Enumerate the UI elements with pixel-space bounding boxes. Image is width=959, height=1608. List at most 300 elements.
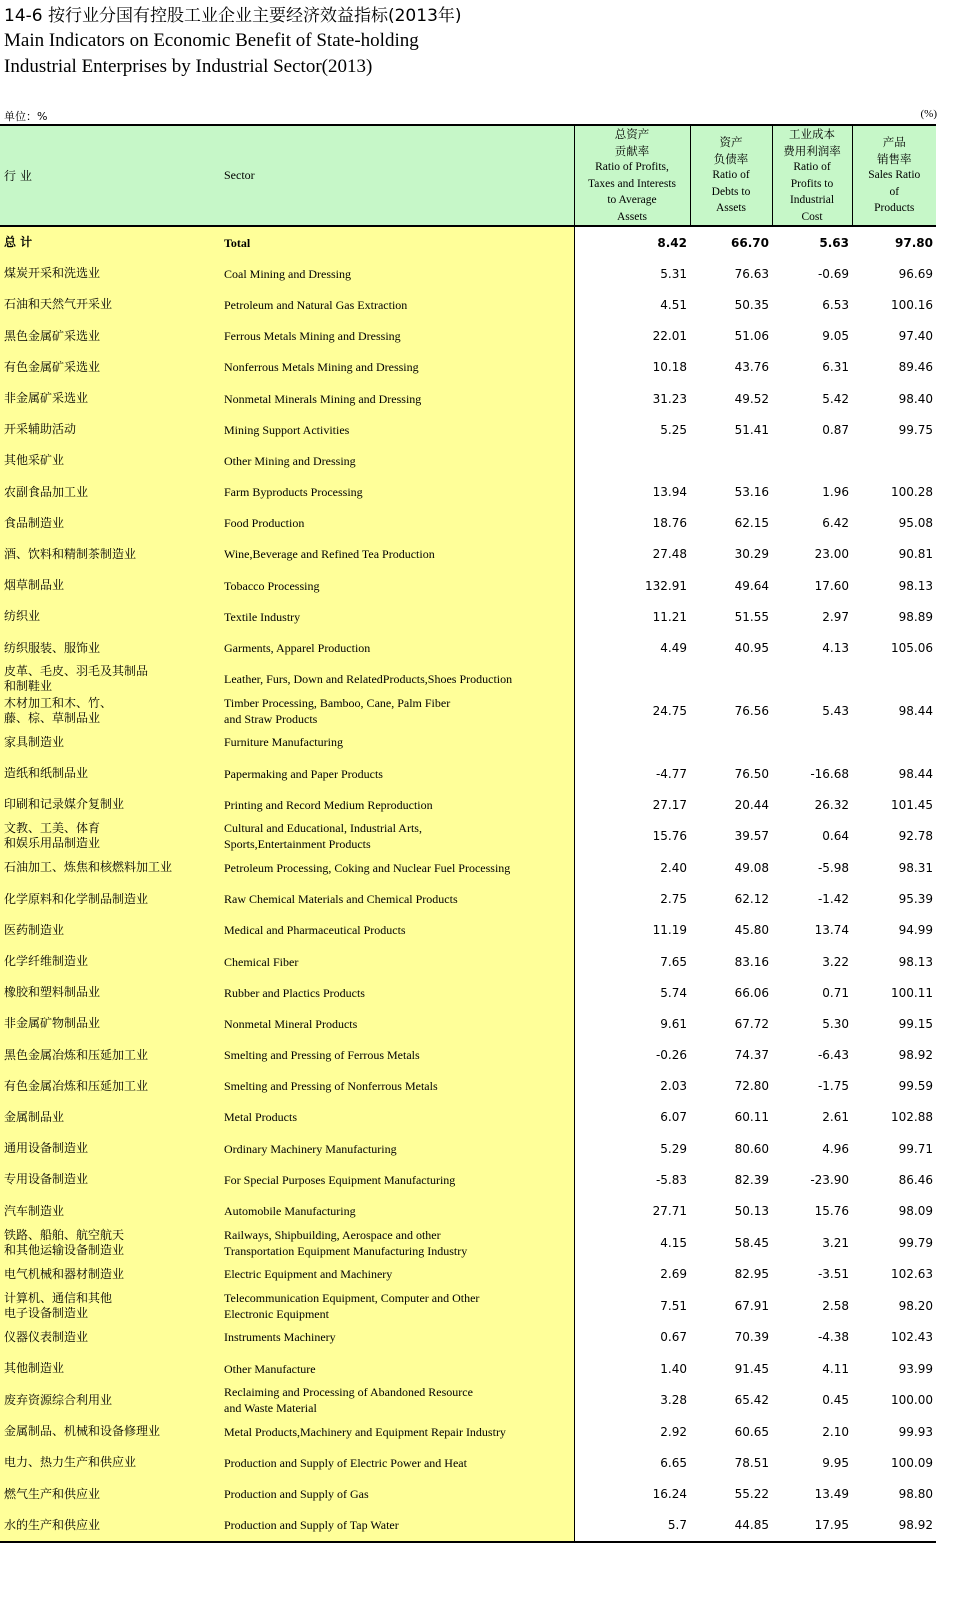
unit-row — [4, 108, 937, 122]
sales-ratio-cell: 99.79 — [898, 1235, 933, 1250]
debt-to-assets-cell: 82.39 — [734, 1172, 769, 1187]
debt-to-assets-cell: 51.06 — [734, 329, 769, 344]
sector-name-cn: 煤炭开采和洗选业 — [0, 258, 222, 289]
table-row — [0, 1040, 936, 1071]
debt-to-assets-cell: 91.45 — [734, 1361, 769, 1376]
sector-name-en: Ferrous Metals Mining and Dressing — [222, 321, 574, 352]
debt-to-assets-cell: 76.63 — [734, 266, 769, 281]
profit-to-cost-cell: 0.71 — [822, 985, 849, 1000]
ratio-profits-taxes-interests-cell: 5.25 — [660, 422, 687, 437]
sector-name-cn: 仪器仪表制造业 — [0, 1322, 222, 1353]
ratio-profits-taxes-interests-cell: 9.61 — [660, 1016, 687, 1031]
debt-to-assets-cell — [690, 445, 772, 476]
sector-name-en: Petroleum and Natural Gas Extraction — [222, 289, 574, 320]
sector-name-en: Railways, Shipbuilding, Aerospace and other Transportation Equipment Manufacturing Industry — [222, 1227, 574, 1259]
profit-to-cost-cell: -4.38 — [817, 1330, 849, 1345]
page-title-en-line1: Main Indicators on Economic Benefit of State-holding — [4, 30, 419, 51]
sector-name-cn: 金属制品业 — [0, 1102, 222, 1133]
table-row — [0, 789, 936, 820]
profit-to-cost-cell: -0.69 — [817, 266, 849, 281]
sector-name-en: Automobile Manufacturing — [222, 1195, 574, 1226]
table-row — [0, 414, 936, 445]
sales-ratio-cell: 89.46 — [898, 360, 933, 375]
debt-to-assets-cell: 49.64 — [734, 578, 769, 593]
sector-name-en: Ordinary Machinery Manufacturing — [222, 1133, 574, 1164]
table-row — [0, 1259, 936, 1290]
table-row — [0, 289, 936, 320]
ratio-profits-taxes-interests-cell: -0.26 — [655, 1048, 687, 1063]
sector-name-cn: 计算机、通信和其他 电子设备制造业 — [0, 1290, 222, 1322]
sector-name-en: Textile Industry — [222, 601, 574, 632]
debt-to-assets-cell: 78.51 — [734, 1455, 769, 1470]
ratio-profits-taxes-interests-cell: 7.65 — [660, 954, 687, 969]
sector-name-en: Production and Supply of Gas — [222, 1479, 574, 1510]
debt-to-assets-cell: 70.39 — [734, 1330, 769, 1345]
sector-name-en: Raw Chemical Materials and Chemical Products — [222, 884, 574, 915]
ratio-profits-taxes-interests-cell: 11.21 — [652, 609, 687, 624]
sales-ratio-cell: 98.40 — [898, 391, 933, 406]
sales-ratio-cell: 100.16 — [891, 297, 933, 312]
ratio-profits-taxes-interests-cell — [574, 727, 690, 758]
sector-name-en: Chemical Fiber — [222, 946, 574, 977]
table-row — [0, 852, 936, 883]
sector-name-en: Coal Mining and Dressing — [222, 258, 574, 289]
profit-to-cost-cell: 2.58 — [822, 1298, 849, 1313]
sector-name-en: Medical and Pharmaceutical Products — [222, 915, 574, 946]
profit-to-cost-cell: 3.22 — [822, 954, 849, 969]
debt-to-assets-cell: 30.29 — [734, 547, 769, 562]
sector-name-en: Wine,Beverage and Refined Tea Production — [222, 539, 574, 570]
sector-name-en: Leather, Furs, Down and RelatedProducts,Shoes Production — [222, 664, 574, 695]
sector-name-cn: 金属制品、机械和设备修理业 — [0, 1416, 222, 1447]
ratio-profits-taxes-interests-cell: 4.49 — [660, 641, 687, 656]
page-title-en-line2: Industrial Enterprises by Industrial Sector(2013) — [4, 56, 373, 77]
profit-to-cost-cell: -16.68 — [810, 766, 849, 781]
sector-name-en: Farm Byproducts Processing — [222, 477, 574, 508]
sector-name-cn: 食品制造业 — [0, 508, 222, 539]
table-row — [0, 632, 936, 663]
sector-name-cn: 木材加工和木、竹、 藤、棕、草制品业 — [0, 695, 222, 727]
table-row — [0, 1133, 936, 1164]
sales-ratio-cell: 98.13 — [898, 954, 933, 969]
sector-name-en: Metal Products,Machinery and Equipment Repair Industry — [222, 1416, 574, 1447]
profit-to-cost-cell: 6.42 — [822, 516, 849, 531]
title-block — [4, 4, 462, 80]
debt-to-assets-cell: 51.55 — [734, 609, 769, 624]
ratio-profits-taxes-interests-cell: 7.51 — [660, 1298, 687, 1313]
profit-to-cost-cell: 17.95 — [772, 1510, 852, 1542]
sales-ratio-cell: 100.09 — [891, 1455, 933, 1470]
sector-name-cn: 橡胶和塑料制品业 — [0, 977, 222, 1008]
sector-name-cn: 黑色金属矿采选业 — [0, 321, 222, 352]
sales-ratio-cell: 98.92 — [898, 1048, 933, 1063]
header-col-1-cn: 总资产 贡献率 — [614, 127, 650, 158]
sales-ratio-cell: 98.92 — [852, 1510, 936, 1542]
sales-ratio-cell: 99.59 — [898, 1079, 933, 1094]
sales-ratio-cell: 100.28 — [891, 485, 933, 500]
debt-to-assets-cell: 43.76 — [734, 360, 769, 375]
debt-to-assets-cell: 39.57 — [734, 829, 769, 844]
sector-name-cn: 电气机械和器材制造业 — [0, 1259, 222, 1290]
sector-name-en: Other Mining and Dressing — [222, 445, 574, 476]
sector-name-en: Tobacco Processing — [222, 570, 574, 601]
sector-name-en: Petroleum Processing, Coking and Nuclear Fuel Processing — [222, 852, 574, 883]
debt-to-assets-cell: 40.95 — [734, 641, 769, 656]
debt-to-assets-cell: 44.85 — [690, 1510, 772, 1542]
sector-name-en: Papermaking and Paper Products — [222, 758, 574, 789]
ratio-profits-taxes-interests-cell — [574, 664, 690, 695]
table-row — [0, 321, 936, 352]
table-row — [0, 1416, 936, 1447]
profit-to-cost-cell — [772, 664, 852, 695]
sales-ratio-cell: 101.45 — [891, 797, 933, 812]
sector-name-en: Metal Products — [222, 1102, 574, 1133]
ratio-profits-taxes-interests-cell: 2.92 — [660, 1424, 687, 1439]
table-row — [0, 1102, 936, 1133]
table-body — [0, 226, 936, 1542]
sales-ratio-cell: 99.93 — [898, 1424, 933, 1439]
debt-to-assets-cell: 83.16 — [734, 954, 769, 969]
sector-name-en: Smelting and Pressing of Ferrous Metals — [222, 1040, 574, 1071]
table-row — [0, 1322, 936, 1353]
sales-ratio-cell: 92.78 — [898, 829, 933, 844]
profit-to-cost-cell: 4.13 — [822, 641, 849, 656]
profit-to-cost-cell: 0.64 — [822, 829, 849, 844]
unit-label-en: (%) — [920, 108, 937, 120]
sector-name-cn: 黑色金属冶炼和压延加工业 — [0, 1040, 222, 1071]
table-row — [0, 1071, 936, 1102]
sector-name-en: Nonmetal Mineral Products — [222, 1008, 574, 1039]
table-row — [0, 508, 936, 539]
debt-to-assets-cell: 66.70 — [731, 235, 769, 250]
sales-ratio-cell: 98.13 — [898, 578, 933, 593]
debt-to-assets-cell: 45.80 — [734, 923, 769, 938]
header-col-2-en: Ratio of Debts to Assets — [711, 169, 751, 215]
sector-name-cn: 皮革、毛皮、羽毛及其制品 和制鞋业 — [0, 664, 222, 695]
ratio-profits-taxes-interests-cell: 16.24 — [652, 1487, 687, 1502]
sector-name-cn: 汽车制造业 — [0, 1195, 222, 1226]
table-row — [0, 820, 936, 852]
sales-ratio-cell: 90.81 — [898, 547, 933, 562]
debt-to-assets-cell: 82.95 — [734, 1267, 769, 1282]
profit-to-cost-cell: 2.10 — [822, 1424, 849, 1439]
profit-to-cost-cell: 1.96 — [822, 485, 849, 500]
sales-ratio-cell: 102.63 — [891, 1267, 933, 1282]
debt-to-assets-cell: 55.22 — [734, 1487, 769, 1502]
ratio-profits-taxes-interests-cell: 27.17 — [652, 797, 687, 812]
ratio-profits-taxes-interests-cell: 15.76 — [652, 829, 687, 844]
profit-to-cost-cell: 6.31 — [822, 360, 849, 375]
ratio-profits-taxes-interests-cell: 2.75 — [660, 892, 687, 907]
table-row — [0, 477, 936, 508]
debt-to-assets-cell: 51.41 — [734, 422, 769, 437]
sector-name-en: Nonferrous Metals Mining and Dressing — [222, 352, 574, 383]
profit-to-cost-cell: 2.61 — [822, 1110, 849, 1125]
header-col-4 — [852, 125, 936, 226]
debt-to-assets-cell: 49.52 — [734, 391, 769, 406]
sector-name-en: For Special Purposes Equipment Manufacturing — [222, 1164, 574, 1195]
sector-name-en: Electric Equipment and Machinery — [222, 1259, 574, 1290]
ratio-profits-taxes-interests-cell: 4.15 — [660, 1235, 687, 1250]
debt-to-assets-cell: 20.44 — [734, 797, 769, 812]
debt-to-assets-cell: 60.65 — [734, 1424, 769, 1439]
profit-to-cost-cell: 5.42 — [822, 391, 849, 406]
profit-to-cost-cell: 4.96 — [822, 1141, 849, 1156]
total-row — [0, 226, 936, 258]
profit-to-cost-cell: 23.00 — [814, 547, 849, 562]
ratio-profits-taxes-interests-cell: 24.75 — [652, 703, 687, 718]
profit-to-cost-cell: -1.75 — [817, 1079, 849, 1094]
sector-name-cn: 总 计 — [0, 226, 222, 258]
sector-name-cn: 有色金属冶炼和压延加工业 — [0, 1071, 222, 1102]
table-row — [0, 1164, 936, 1195]
ratio-profits-taxes-interests-cell: 8.42 — [657, 235, 687, 250]
sector-name-cn: 非金属矿采选业 — [0, 383, 222, 414]
ratio-profits-taxes-interests-cell: 4.51 — [660, 297, 687, 312]
sector-name-en: Printing and Record Medium Reproduction — [222, 789, 574, 820]
table-header-row — [0, 125, 936, 226]
debt-to-assets-cell: 50.35 — [734, 297, 769, 312]
profit-to-cost-cell: 13.49 — [814, 1487, 849, 1502]
profit-to-cost-cell: -1.42 — [817, 892, 849, 907]
ratio-profits-taxes-interests-cell: 6.65 — [660, 1455, 687, 1470]
profit-to-cost-cell: 17.60 — [814, 578, 849, 593]
ratio-profits-taxes-interests-cell: 5.7 — [574, 1510, 690, 1542]
sector-name-cn: 其他采矿业 — [0, 445, 222, 476]
sales-ratio-cell: 95.39 — [898, 892, 933, 907]
table-row — [0, 601, 936, 632]
table-row — [0, 1353, 936, 1384]
debt-to-assets-cell: 67.91 — [734, 1298, 769, 1313]
ratio-profits-taxes-interests-cell: 1.40 — [660, 1361, 687, 1376]
sector-name-cn: 开采辅助活动 — [0, 414, 222, 445]
sector-name-cn: 有色金属矿采选业 — [0, 352, 222, 383]
sector-name-cn: 通用设备制造业 — [0, 1133, 222, 1164]
ratio-profits-taxes-interests-cell: 27.48 — [652, 547, 687, 562]
table-row — [0, 1195, 936, 1226]
table-row — [0, 1479, 936, 1510]
profit-to-cost-cell — [772, 727, 852, 758]
ratio-profits-taxes-interests-cell: 11.19 — [652, 923, 687, 938]
sales-ratio-cell: 94.99 — [898, 923, 933, 938]
sales-ratio-cell: 95.08 — [898, 516, 933, 531]
sales-ratio-cell: 98.44 — [898, 703, 933, 718]
ratio-profits-taxes-interests-cell: 2.69 — [660, 1267, 687, 1282]
page-title-cn: 14-6 按行业分国有控股工业企业主要经济效益指标(2013年) — [4, 6, 462, 26]
sector-name-cn: 家具制造业 — [0, 727, 222, 758]
profit-to-cost-cell: 4.11 — [822, 1361, 849, 1376]
debt-to-assets-cell — [690, 664, 772, 695]
header-col-3 — [772, 125, 852, 226]
table-row — [0, 664, 936, 695]
debt-to-assets-cell — [690, 727, 772, 758]
debt-to-assets-cell: 58.45 — [734, 1235, 769, 1250]
profit-to-cost-cell: 26.32 — [814, 797, 849, 812]
header-col-4-en: Sales Ratio of Products — [868, 169, 921, 215]
table-row — [0, 946, 936, 977]
sales-ratio-cell: 105.06 — [891, 641, 933, 656]
ratio-profits-taxes-interests-cell: 31.23 — [652, 391, 687, 406]
table-row — [0, 1384, 936, 1416]
ratio-profits-taxes-interests-cell: 10.18 — [652, 360, 687, 375]
debt-to-assets-cell: 74.37 — [734, 1048, 769, 1063]
ratio-profits-taxes-interests-cell: 22.01 — [652, 329, 687, 344]
header-sector-cn: 行 业 — [0, 125, 222, 226]
debt-to-assets-cell: 49.08 — [734, 860, 769, 875]
profit-to-cost-cell: 0.45 — [822, 1393, 849, 1408]
sector-name-en: Reclaiming and Processing of Abandoned Resource and Waste Material — [222, 1384, 574, 1416]
profit-to-cost-cell: 2.97 — [822, 609, 849, 624]
header-sector-en: Sector — [222, 125, 574, 226]
debt-to-assets-cell: 67.72 — [734, 1016, 769, 1031]
ratio-profits-taxes-interests-cell: 2.40 — [660, 860, 687, 875]
profit-to-cost-cell: 5.63 — [819, 235, 849, 250]
profit-to-cost-cell: -5.98 — [817, 860, 849, 875]
header-col-2-cn: 资产 负债率 — [713, 135, 749, 166]
profit-to-cost-cell: 6.53 — [822, 297, 849, 312]
debt-to-assets-cell: 53.16 — [734, 485, 769, 500]
debt-to-assets-cell: 65.42 — [734, 1393, 769, 1408]
table-row — [0, 570, 936, 601]
ratio-profits-taxes-interests-cell: 5.29 — [660, 1141, 687, 1156]
table-row — [0, 1008, 936, 1039]
sector-name-en: Total — [222, 226, 574, 258]
sales-ratio-cell: 98.31 — [898, 860, 933, 875]
table-row — [0, 727, 936, 758]
sales-ratio-cell — [852, 727, 936, 758]
sales-ratio-cell: 99.71 — [898, 1141, 933, 1156]
sector-name-cn: 专用设备制造业 — [0, 1164, 222, 1195]
profit-to-cost-cell: -3.51 — [817, 1267, 849, 1282]
unit-label: 单位：% — [4, 110, 48, 123]
sector-name-cn: 燃气生产和供应业 — [0, 1479, 222, 1510]
indicator-table — [0, 124, 936, 1543]
ratio-profits-taxes-interests-cell: 6.07 — [660, 1110, 687, 1125]
sector-name-cn: 石油和天然气开采业 — [0, 289, 222, 320]
sales-ratio-cell: 93.99 — [898, 1361, 933, 1376]
sales-ratio-cell: 98.09 — [898, 1204, 933, 1219]
table-row — [0, 884, 936, 915]
sector-name-cn: 造纸和纸制品业 — [0, 758, 222, 789]
ratio-profits-taxes-interests-cell: 5.74 — [660, 985, 687, 1000]
ratio-profits-taxes-interests-cell: -4.77 — [655, 766, 687, 781]
sector-name-cn: 文教、工美、体育 和娱乐用品制造业 — [0, 820, 222, 852]
sector-name-en: Timber Processing, Bamboo, Cane, Palm Fiber and Straw Products — [222, 695, 574, 727]
sales-ratio-cell: 86.46 — [898, 1172, 933, 1187]
profit-to-cost-cell: 5.30 — [822, 1016, 849, 1031]
sector-name-en: Telecommunication Equipment, Computer and Other Electronic Equipment — [222, 1290, 574, 1322]
debt-to-assets-cell: 60.11 — [734, 1110, 769, 1125]
sector-name-en: Mining Support Activities — [222, 414, 574, 445]
sales-ratio-cell: 98.20 — [898, 1298, 933, 1313]
ratio-profits-taxes-interests-cell: 0.67 — [660, 1330, 687, 1345]
sector-name-cn: 医药制造业 — [0, 915, 222, 946]
sales-ratio-cell: 99.75 — [898, 422, 933, 437]
header-col-2 — [690, 125, 772, 226]
sector-name-cn: 印刷和记录媒介复制业 — [0, 789, 222, 820]
sales-ratio-cell: 97.80 — [895, 235, 933, 250]
sales-ratio-cell: 100.11 — [891, 985, 933, 1000]
sales-ratio-cell: 96.69 — [898, 266, 933, 281]
sector-name-en: Production and Supply of Tap Water — [222, 1510, 574, 1542]
debt-to-assets-cell: 76.56 — [734, 703, 769, 718]
debt-to-assets-cell: 76.50 — [734, 766, 769, 781]
debt-to-assets-cell: 66.06 — [734, 985, 769, 1000]
debt-to-assets-cell: 80.60 — [734, 1141, 769, 1156]
table-row — [0, 383, 936, 414]
header-col-1-en: Ratio of Profits, Taxes and Interests to Average Assets — [588, 161, 676, 223]
profit-to-cost-cell: 3.21 — [822, 1235, 849, 1250]
sales-ratio-cell — [852, 664, 936, 695]
table-row — [0, 1510, 936, 1542]
sector-name-en: Nonmetal Minerals Mining and Dressing — [222, 383, 574, 414]
table-row — [0, 915, 936, 946]
ratio-profits-taxes-interests-cell: 13.94 — [652, 485, 687, 500]
sector-name-cn: 电力、热力生产和供应业 — [0, 1447, 222, 1478]
sales-ratio-cell: 98.80 — [898, 1487, 933, 1502]
sector-name-en: Garments, Apparel Production — [222, 632, 574, 663]
table-row — [0, 1227, 936, 1259]
table-row — [0, 695, 936, 727]
debt-to-assets-cell: 72.80 — [734, 1079, 769, 1094]
table-row — [0, 758, 936, 789]
sector-name-cn: 纺织业 — [0, 601, 222, 632]
sector-name-en: Furniture Manufacturing — [222, 727, 574, 758]
profit-to-cost-cell — [772, 445, 852, 476]
sector-name-cn: 铁路、船舶、航空航天 和其他运输设备制造业 — [0, 1227, 222, 1259]
ratio-profits-taxes-interests-cell: 27.71 — [652, 1204, 687, 1219]
profit-to-cost-cell: -23.90 — [810, 1172, 849, 1187]
sector-name-cn: 废弃资源综合利用业 — [0, 1384, 222, 1416]
sales-ratio-cell: 98.89 — [898, 609, 933, 624]
sector-name-cn: 农副食品加工业 — [0, 477, 222, 508]
sales-ratio-cell: 99.15 — [898, 1016, 933, 1031]
ratio-profits-taxes-interests-cell — [574, 445, 690, 476]
sales-ratio-cell: 100.00 — [891, 1393, 933, 1408]
sector-name-cn: 化学纤维制造业 — [0, 946, 222, 977]
table-row — [0, 258, 936, 289]
sector-name-cn: 化学原料和化学制品制造业 — [0, 884, 222, 915]
ratio-profits-taxes-interests-cell: 5.31 — [660, 266, 687, 281]
ratio-profits-taxes-interests-cell: 18.76 — [652, 516, 687, 531]
sector-name-cn: 纺织服装、服饰业 — [0, 632, 222, 663]
table-row — [0, 1290, 936, 1322]
header-col-1 — [574, 125, 690, 226]
ratio-profits-taxes-interests-cell: 132.91 — [645, 578, 687, 593]
header-col-3-cn: 工业成本 费用利润率 — [783, 127, 841, 158]
header-col-3-en: Ratio of Profits to Industrial Cost — [789, 161, 835, 223]
sector-name-en: Instruments Machinery — [222, 1322, 574, 1353]
sales-ratio-cell: 102.88 — [891, 1110, 933, 1125]
profit-to-cost-cell: 13.74 — [814, 923, 849, 938]
table-row — [0, 539, 936, 570]
sector-name-cn: 石油加工、炼焦和核燃料加工业 — [0, 852, 222, 883]
debt-to-assets-cell: 62.15 — [734, 516, 769, 531]
profit-to-cost-cell: 0.87 — [822, 422, 849, 437]
table-row — [0, 977, 936, 1008]
ratio-profits-taxes-interests-cell: 2.03 — [660, 1079, 687, 1094]
profit-to-cost-cell: 5.43 — [822, 703, 849, 718]
profit-to-cost-cell: 9.05 — [822, 329, 849, 344]
sector-name-cn: 其他制造业 — [0, 1353, 222, 1384]
profit-to-cost-cell: -6.43 — [817, 1048, 849, 1063]
profit-to-cost-cell: 15.76 — [814, 1204, 849, 1219]
sector-name-en: Rubber and Plactics Products — [222, 977, 574, 1008]
sector-name-cn: 非金属矿物制品业 — [0, 1008, 222, 1039]
ratio-profits-taxes-interests-cell: 3.28 — [660, 1393, 687, 1408]
sector-name-en: Production and Supply of Electric Power and Heat — [222, 1447, 574, 1478]
sector-name-en: Food Production — [222, 508, 574, 539]
